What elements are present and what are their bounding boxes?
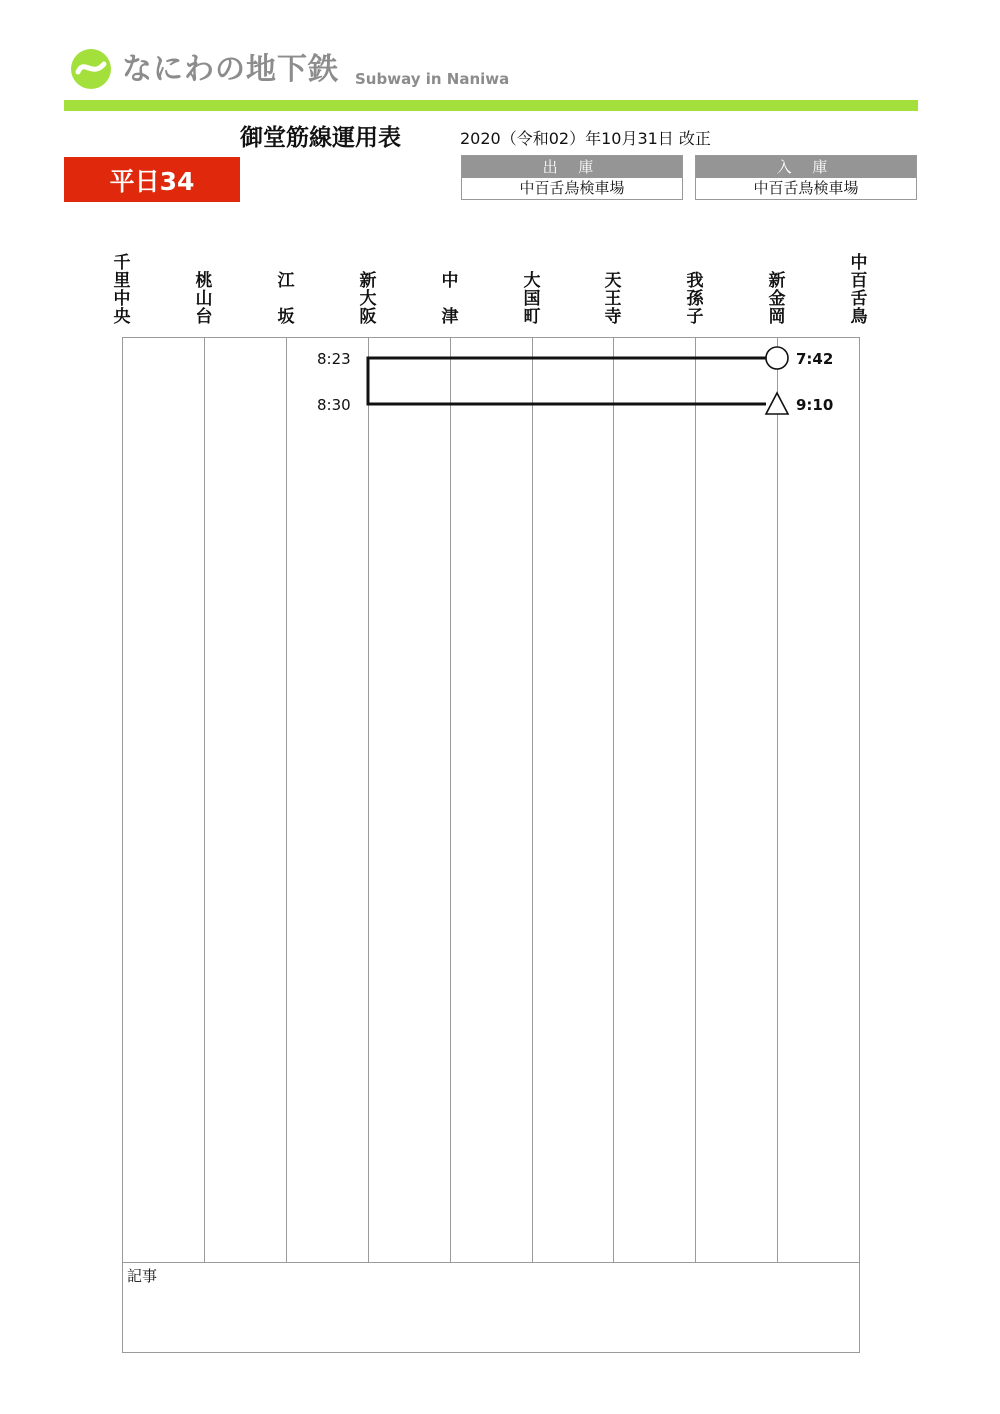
station-label: 千 里 中 央 [113,253,131,327]
station-label: 天 王 寺 [604,271,622,327]
notes-label: 記事 [127,1267,158,1285]
trip-1-end-time: 8:23 [317,350,351,368]
depot-in-header: 入 庫 [696,156,916,178]
depot-in-location: 中百舌鳥検車場 [753,179,859,197]
station-label: 中 百 舌 鳥 [850,253,868,327]
station-label: 新 金 岡 [768,271,786,327]
station-label: 大 国 町 [523,271,541,327]
trip-2-end-time: 9:10 [796,396,834,414]
station-label: 桃 山 台 [195,271,213,327]
logo-text: なにわの地下鉄 [122,52,339,87]
trip-line [368,358,766,404]
logo-subtitle: Subway in Naniwa [355,70,510,88]
document-title: 御堂筋線運用表 [240,125,401,151]
trip-1-start-time: 7:42 [796,350,834,368]
revision-date: 2020（令和02）年10月31日 改正 [460,129,711,148]
depot-out-header: 出 庫 [462,156,682,178]
trip-2-start-time: 8:30 [317,396,351,414]
station-label: 江 坂 [277,271,295,327]
departure-circle-icon [766,347,788,369]
arrival-triangle-icon [766,393,788,414]
station-label: 新 大 阪 [359,271,377,327]
station-label: 中 津 [441,271,459,327]
depot-out-location: 中百舌鳥検車場 [519,179,625,197]
schedule-badge: 平日34 [64,157,240,202]
station-label: 我 孫 子 [686,271,704,327]
